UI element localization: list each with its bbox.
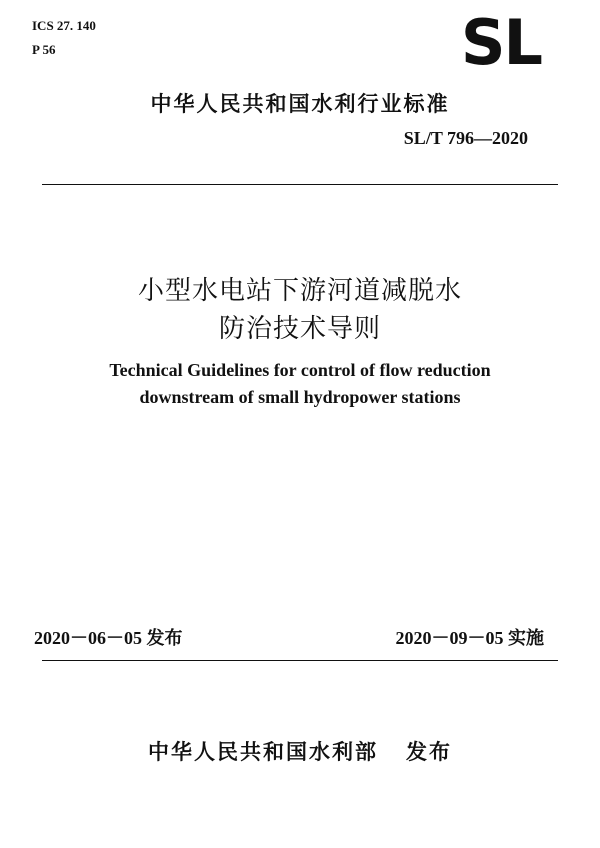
implement-date: 2020－09－05 — [395, 628, 504, 648]
title-cn-line1: 小型水电站下游河道减脱水 — [137, 276, 462, 306]
issue-date-block — [34, 624, 183, 650]
issue-date: 2020－06－05 — [34, 628, 142, 648]
title-en-line2: downstream of small hydropower stations — [139, 387, 461, 407]
sl-logo — [452, 14, 550, 68]
implement-date-block — [396, 624, 545, 650]
title-cn-line2: 防治技术导则 — [218, 314, 381, 344]
classification-code: P 56 — [32, 42, 56, 57]
issue-label: 发布 — [146, 628, 183, 649]
publisher-action: 发布 — [406, 740, 452, 764]
industry-standard-heading: 中华人民共和国水利行业标准 — [150, 92, 450, 116]
bottom-divider — [42, 660, 558, 661]
implement-label: 实施 — [508, 628, 544, 649]
publisher-block — [0, 736, 600, 766]
standard-number: SL/T 796—2020 — [403, 128, 528, 148]
publisher-name: 中华人民共和国水利部 — [148, 740, 378, 764]
svg-text:SL: SL — [460, 14, 542, 68]
top-divider — [42, 184, 558, 185]
title-en-line1: Technical Guidelines for control of flow reduction — [109, 360, 491, 380]
ics-code: ICS 27. 140 — [32, 18, 96, 33]
